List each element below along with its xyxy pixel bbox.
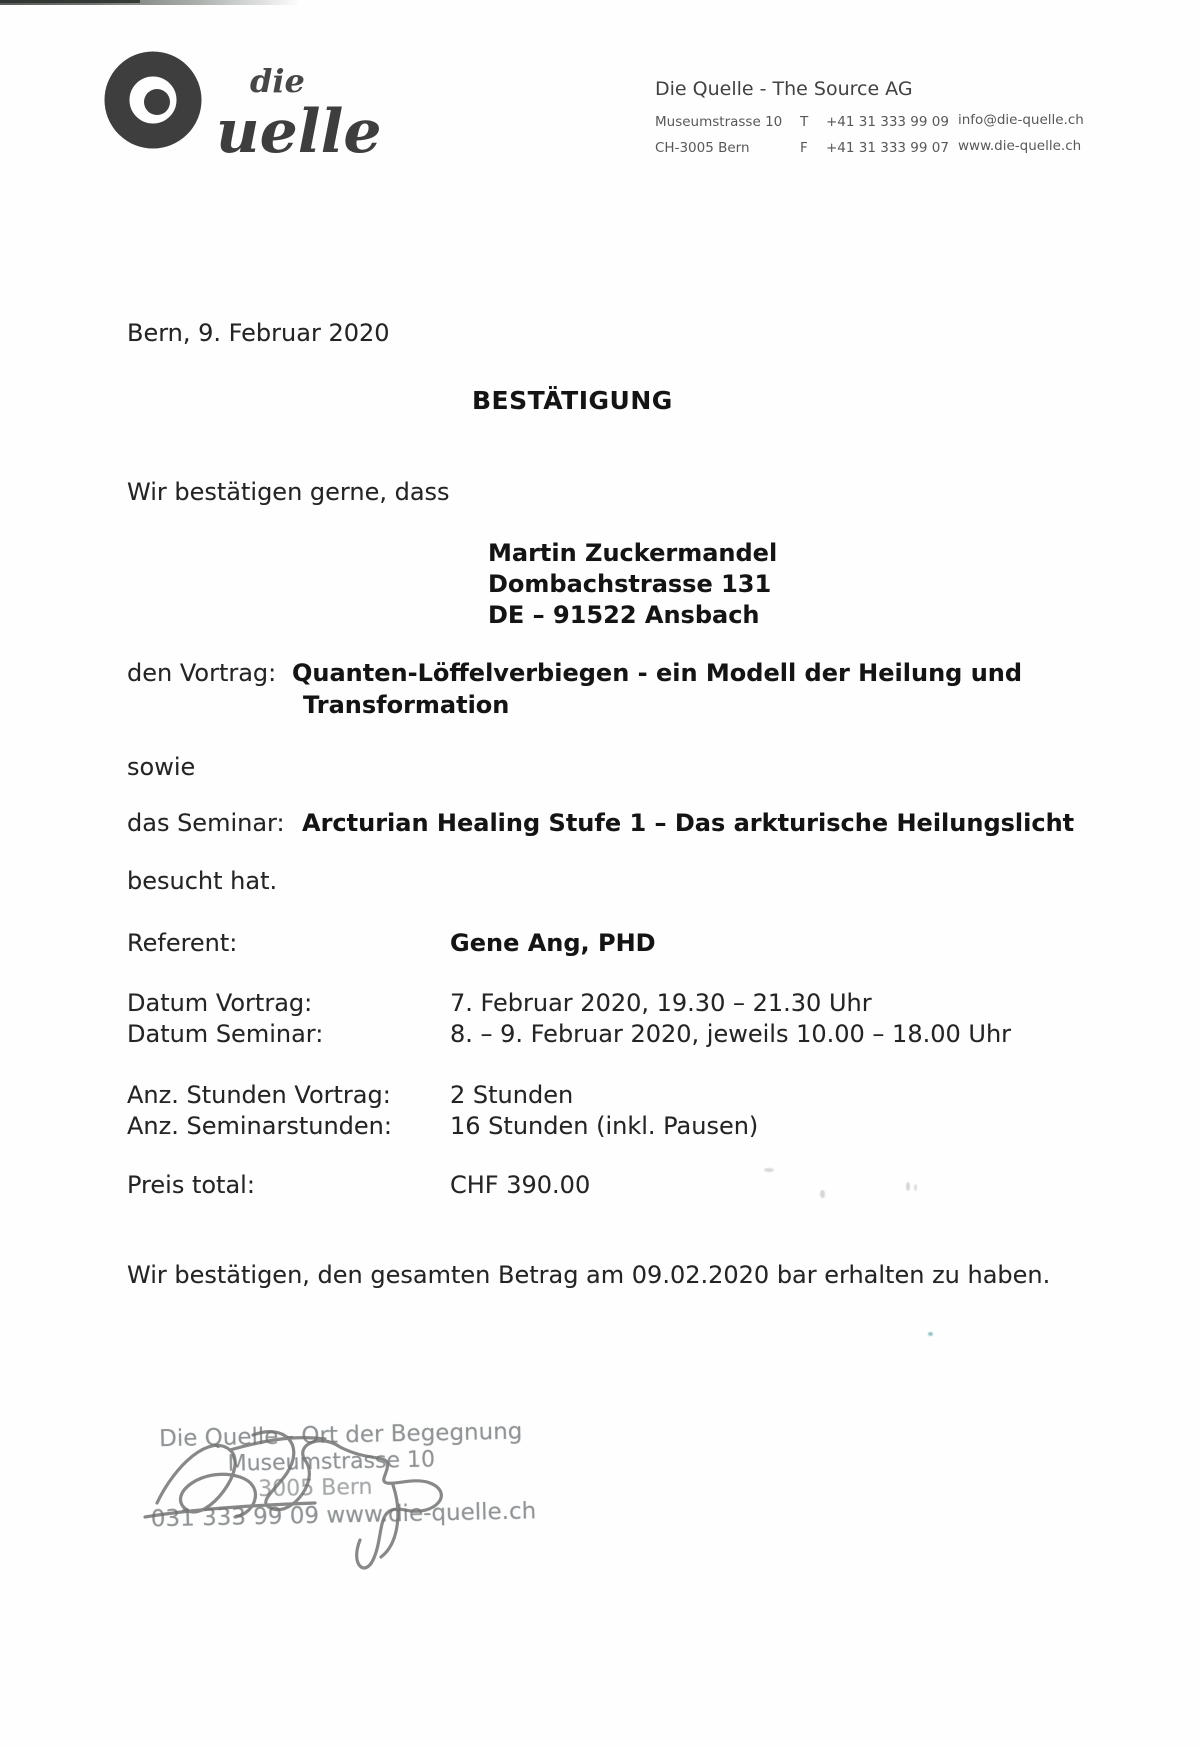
anz-stunden-vortrag-label: Anz. Stunden Vortrag: <box>127 1081 391 1109</box>
dateline: Bern, 9. Februar 2020 <box>127 319 390 347</box>
recipient-name: Martin Zuckermandel <box>488 539 778 567</box>
header-city: CH-3005 Bern <box>655 140 750 156</box>
letter-title: BESTÄTIGUNG <box>472 386 673 415</box>
datum-seminar-label: Datum Seminar: <box>127 1020 324 1048</box>
payment-confirmation: Wir bestätigen, den gesamten Betrag am 09.02.2020 bar erhalten zu haben. <box>127 1261 1051 1289</box>
referent-value: Gene Ang, PHD <box>450 929 656 957</box>
fax-label: F <box>800 140 808 156</box>
seminar-label: das Seminar: <box>127 809 285 837</box>
scan-speck <box>906 1182 910 1191</box>
logo-word-uelle: uelle <box>216 97 382 167</box>
connector-sowie: sowie <box>127 753 196 781</box>
seminar-title: Arcturian Healing Stufe 1 – Das arkturische Heilungslicht <box>302 809 1075 837</box>
logo-word-die: die <box>250 62 305 100</box>
datum-seminar-value: 8. – 9. Februar 2020, jeweils 10.00 – 18.00 Uhr <box>450 1020 1012 1048</box>
datum-vortrag-label: Datum Vortrag: <box>127 989 313 1017</box>
stamp-line-4: 031 333 99 09 www.die-quelle.ch <box>150 1498 537 1533</box>
scan-speck <box>914 1184 917 1191</box>
vortrag-label: den Vortrag: <box>127 659 277 687</box>
scan-speck <box>764 1168 774 1172</box>
recipient-street: Dombachstrasse 131 <box>488 570 772 598</box>
scan-speck-teal <box>928 1332 933 1336</box>
datum-vortrag-value: 7. Februar 2020, 19.30 – 21.30 Uhr <box>450 989 872 1017</box>
header-street: Museumstrasse 10 <box>655 114 783 130</box>
header-email: info@die-quelle.ch <box>958 112 1084 128</box>
recipient-city: DE – 91522 Ansbach <box>488 601 760 629</box>
fax-number: +41 31 333 99 07 <box>826 140 949 156</box>
quelle-q-icon <box>100 44 410 169</box>
referent-label: Referent: <box>127 929 238 957</box>
phone-number: +41 31 333 99 09 <box>826 114 949 130</box>
vortrag-title-line1: Quanten-Löffelverbiegen - ein Modell der Heilung und <box>292 659 1023 687</box>
scan-artifact-top-corner <box>0 0 140 3</box>
company-name: Die Quelle - The Source AG <box>655 78 913 100</box>
scan-speck <box>820 1190 825 1198</box>
anz-stunden-vortrag-value: 2 Stunden <box>450 1081 574 1109</box>
closing-attendance: besucht hat. <box>127 867 278 895</box>
stamp-line-2: Museumstrasse 10 <box>227 1447 436 1477</box>
stamp-line-3: 3005 Bern <box>257 1474 373 1503</box>
header-website: www.die-quelle.ch <box>958 138 1082 154</box>
anz-seminarstunden-label: Anz. Seminarstunden: <box>127 1112 392 1140</box>
intro-line: Wir bestätigen gerne, dass <box>127 478 450 506</box>
preis-total-value: CHF 390.00 <box>450 1171 591 1199</box>
anz-seminarstunden-value: 16 Stunden (inkl. Pausen) <box>450 1112 759 1140</box>
handwritten-signature <box>135 1405 555 1580</box>
die-quelle-logo <box>100 44 410 169</box>
preis-total-label: Preis total: <box>127 1171 255 1199</box>
phone-label: T <box>800 114 809 130</box>
stamp-line-1: Die Quelle - Ort der Begegnung <box>158 1418 523 1453</box>
vortrag-title-line2: Transformation <box>303 691 510 719</box>
